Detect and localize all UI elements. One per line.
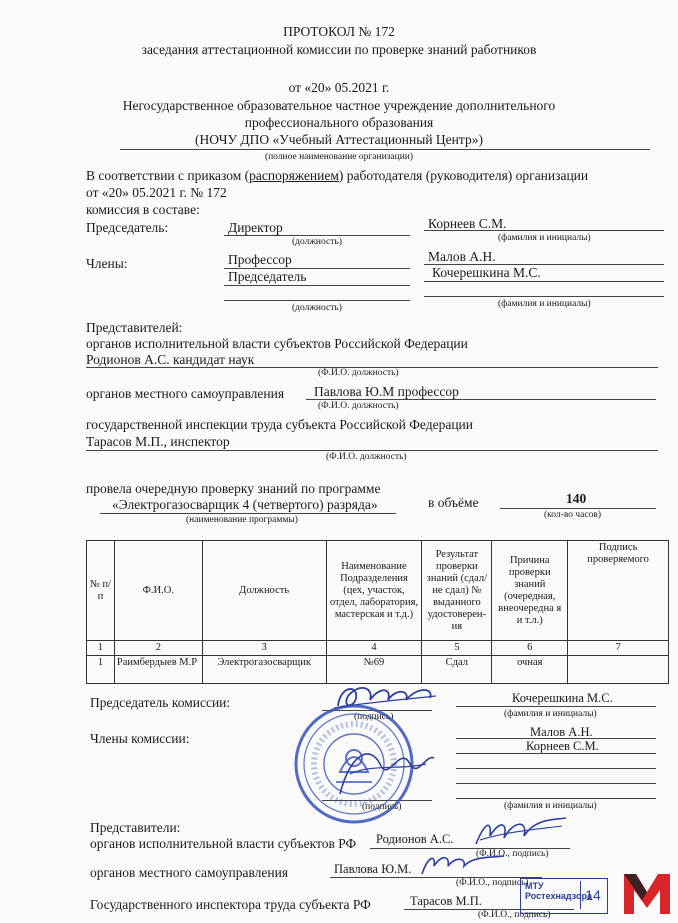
- rostekhnadzor-stamp: [520, 878, 608, 914]
- member1-position: Профессор: [228, 252, 292, 267]
- sig-members-name-caption: (фамилия и инициалы): [504, 801, 597, 811]
- sig-state-name: Тарасов М.П.: [410, 894, 482, 908]
- program-hours-caption: (кол-во часов): [544, 510, 601, 520]
- program-volume-label: в объёме: [428, 495, 479, 510]
- org-line-3: (НОЧУ ДПО «Учебный Аттестационный Центр»): [195, 132, 483, 147]
- number-cell: 7: [568, 641, 669, 656]
- results-table: [86, 540, 669, 684]
- sig-member3-line: [456, 768, 656, 769]
- sig-chair-sign-caption: (подпись): [354, 712, 394, 722]
- member3-name-line: [424, 296, 664, 297]
- chair-name: Корнеев С.М.: [428, 216, 507, 231]
- header-cell: Должность: [202, 541, 326, 641]
- reps-state-value: Тарасов М.П., инспектор: [86, 434, 230, 449]
- org-underline: [120, 149, 650, 150]
- sig-state-caption: (Ф.И.О., подпись): [478, 910, 551, 920]
- member2-position-line: [224, 285, 410, 286]
- sig-exec-caption: (Ф.И.О., подпись): [476, 849, 549, 859]
- reps-local-caption: (Ф.И.О. должность): [318, 401, 399, 411]
- stamp-number: 14: [580, 881, 605, 909]
- row-position: Электрогазосварщик: [202, 656, 326, 684]
- logo-m-icon: [620, 868, 674, 918]
- reps-exec-label: органов исполнительной власти субъектов Российской Федерации: [86, 336, 468, 351]
- members-label: Члены:: [86, 256, 128, 271]
- reps-local-label: органов местного самоуправления: [86, 386, 285, 401]
- org-caption: (полное наименование организации): [264, 152, 414, 162]
- sig-exec-name: Родионов А.С.: [376, 832, 454, 846]
- local-rep-signature-icon: [418, 850, 508, 878]
- row-reason: очная: [492, 656, 568, 684]
- chair-label: Председатель:: [86, 220, 169, 235]
- member2-name: Кочерешкина М.С.: [432, 265, 541, 280]
- order-line-3: комиссия в составе:: [86, 202, 200, 217]
- reps-exec-caption: (Ф.И.О. должность): [318, 368, 399, 378]
- number-cell: 3: [202, 641, 326, 656]
- sig-member5-line: [456, 798, 656, 799]
- doc-title: ПРОТОКОЛ № 172: [283, 24, 395, 39]
- doc-subtitle: заседания аттестационной комиссии по проверке знаний работников: [141, 42, 537, 57]
- chair-signature-icon: [330, 678, 440, 718]
- row-number: 1: [87, 656, 115, 684]
- table-number-row: [87, 641, 669, 656]
- program-hours-line: [500, 508, 656, 509]
- row-sign: [568, 656, 669, 684]
- sig-members-label: Члены комиссии:: [90, 731, 190, 746]
- reps-state-caption: (Ф.И.О. должность): [326, 452, 407, 462]
- reps-exec-value: Родионов А.С. кандидат наук: [86, 352, 255, 367]
- number-cell: 4: [326, 641, 422, 656]
- program-caption: (наименование программы): [186, 515, 298, 525]
- order-line-1: В соответствии с приказом (распоряжением) работодателя (руководителя) организации: [86, 168, 589, 183]
- chair-name-caption: (фамилия и инициалы): [498, 233, 591, 243]
- sig-local-caption: (Ф.И.О., подпись): [456, 878, 529, 888]
- reps-local-value: Павлова Ю.М профессор: [314, 384, 459, 399]
- number-cell: 2: [114, 641, 202, 656]
- sig-members-sign-caption: (подпись): [362, 802, 402, 812]
- sig-state-label: Государственного инспектора труда субъекта РФ: [90, 897, 371, 912]
- chair-position-caption: (должность): [292, 237, 342, 247]
- sig-chair-name: Кочерешкина М.С.: [512, 691, 613, 705]
- org-line-1: Негосударственное образовательное частное учреждение дополнительного: [122, 98, 556, 113]
- program-name: «Электрогазосварщик 4 (четвертого) разряда»: [112, 497, 378, 512]
- doc-date: от «20» 05.2021 г.: [288, 80, 390, 95]
- sig-member4-line: [456, 783, 656, 784]
- org-line-2: профессионального образования: [244, 115, 434, 130]
- exec-rep-signature-icon: [470, 814, 570, 850]
- sig-member1-name: Малов А.Н.: [530, 725, 593, 739]
- member1-name: Малов А.Н.: [428, 249, 496, 264]
- number-cell: 6: [492, 641, 568, 656]
- order-line-2: от «20» 05.2021 г. № 172: [86, 185, 227, 200]
- sig-chair-name-caption: (фамилия и инициалы): [504, 709, 597, 719]
- header-cell: Ф.И.О.: [114, 541, 202, 641]
- header-cell: Причина проверки знаний (очередная, внеочередна я и т.л.): [492, 541, 568, 641]
- sig-reps-label: Представители:: [90, 820, 181, 835]
- header-cell: № п/п: [87, 541, 115, 641]
- row-result: Сдал: [422, 656, 492, 684]
- row-unit: №69: [326, 656, 422, 684]
- sig-local-label: органов местного самоуправления: [90, 865, 289, 880]
- header-cell: Результат проверки знаний (сдал/не сдал) № выданного удостоверен-ия: [422, 541, 492, 641]
- reps-local-line: [306, 399, 656, 400]
- header-cell: Наименование Подразделения (цех, участок, отдел, лаборатория, мастерская и т.д.): [326, 541, 422, 641]
- member-signature-icon: [330, 734, 440, 804]
- chair-position: Директор: [228, 220, 283, 235]
- sig-member2-line: [456, 753, 656, 754]
- sig-exec-label: органов исполнительной власти субъектов РФ: [90, 836, 357, 851]
- members-position-caption: (должность): [292, 303, 342, 313]
- row-fio: Раимбердыев М.Р: [114, 656, 202, 684]
- reps-label: Представителей:: [86, 320, 183, 335]
- members-name-caption: (фамилия и инициалы): [498, 299, 591, 309]
- stamp-text: МТУ Ростехнадзора: [525, 881, 592, 901]
- reps-state-line: [86, 450, 658, 451]
- program-hours: 140: [566, 491, 587, 506]
- header-cell: Подпись проверяемого: [568, 541, 669, 641]
- sig-chair-name-line: [456, 706, 656, 707]
- number-cell: 1: [87, 641, 115, 656]
- member3-position-line: [224, 300, 410, 301]
- sig-local-name: Павлова Ю.М.: [334, 862, 412, 876]
- number-cell: 5: [422, 641, 492, 656]
- sig-chair-label: Председатель комиссии:: [90, 695, 231, 710]
- chair-name-line: [424, 230, 664, 231]
- reps-state-label: государственной инспекции труда субъекта Российской Федерации: [86, 417, 473, 432]
- member2-name-line: [424, 281, 664, 282]
- member2-position: Председатель: [228, 269, 307, 284]
- program-line-1: провела очередную проверку знаний по программе: [86, 481, 381, 496]
- watermark-logo: [620, 868, 674, 918]
- sig-member2-name: Корнеев С.М.: [526, 739, 599, 753]
- table-header-row: [87, 541, 669, 641]
- chair-position-line: [224, 235, 410, 236]
- program-name-line: [100, 513, 396, 514]
